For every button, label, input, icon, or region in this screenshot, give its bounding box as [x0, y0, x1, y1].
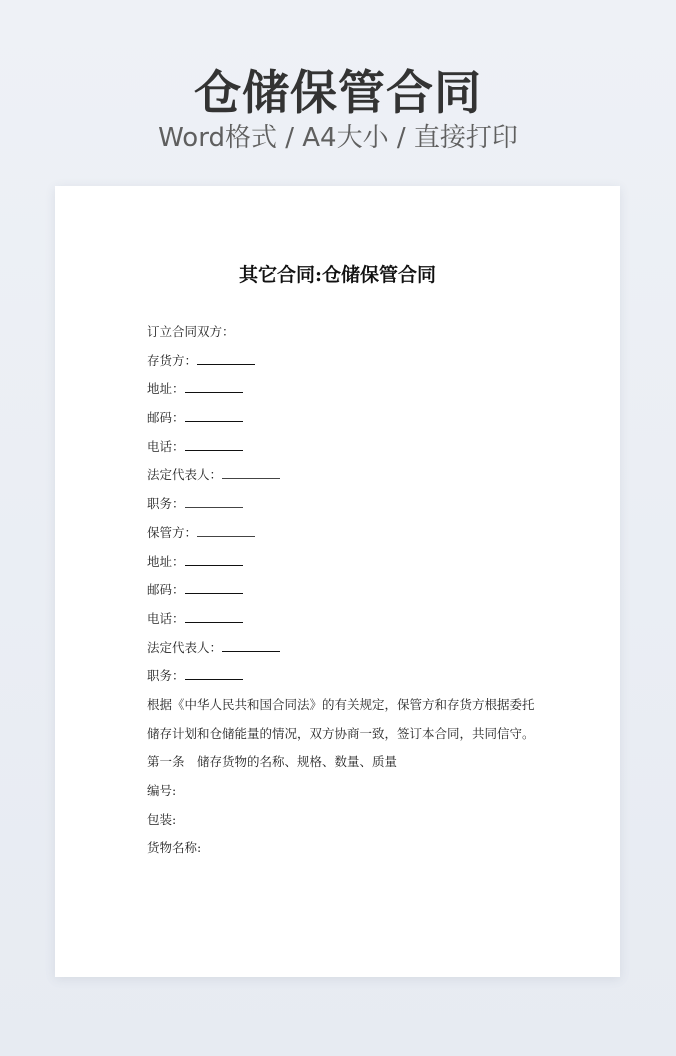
banner-title: 仓储保管合同: [194, 66, 482, 121]
custodian-address-blank: [185, 565, 243, 566]
depositor-name-blank: [197, 364, 255, 365]
depositor-phone-label: 电话：: [147, 438, 185, 454]
document-page: [55, 186, 620, 977]
article1-field-number: 编号:: [147, 783, 177, 799]
document-title: 其它合同:仓储保管合同: [238, 264, 436, 286]
intro-text: 订立合同双方：: [147, 324, 235, 339]
depositor-postcode-blank: [185, 421, 243, 422]
document-body: [147, 318, 539, 863]
custodian-position-line: [147, 662, 539, 691]
intro-line: [147, 318, 539, 347]
custodian-postcode-line: [147, 576, 539, 605]
custodian-name-blank: [197, 536, 255, 537]
depositor-phone-blank: [185, 450, 243, 451]
depositor-legal-rep-label: 法定代表人：: [147, 467, 223, 483]
depositor-name-line: [147, 347, 539, 376]
custodian-name-label: 保管方：: [147, 524, 198, 540]
banner-subtitle: Word格式 / A4大小 / 直接打印: [158, 123, 518, 153]
preamble-paragraph: 根据《中华人民共和国合同法》的有关规定，保管方和存货方根据委托储存计划和仓储能量的情况，双方协商一致，签订本合同，共同信守。: [147, 696, 535, 741]
depositor-address-blank: [185, 392, 243, 393]
custodian-postcode-blank: [185, 593, 243, 594]
custodian-position-blank: [185, 679, 243, 680]
depositor-address-line: [147, 375, 539, 404]
depositor-position-blank: [185, 507, 243, 508]
custodian-legal-rep-line: [147, 634, 539, 663]
custodian-position-label: 职务：: [147, 668, 185, 684]
custodian-address-label: 地址：: [147, 553, 185, 569]
article1-field-goods-name: 货物名称:: [147, 840, 202, 856]
custodian-phone-label: 电话：: [147, 610, 185, 626]
depositor-position-label: 职务：: [147, 496, 185, 512]
depositor-phone-line: [147, 433, 539, 462]
custodian-name-line: [147, 519, 539, 548]
custodian-legal-rep-label: 法定代表人：: [147, 639, 223, 655]
depositor-address-label: 地址：: [147, 381, 185, 397]
custodian-phone-line: [147, 605, 539, 634]
depositor-name-label: 存货方：: [147, 352, 198, 368]
depositor-postcode-label: 邮码：: [147, 410, 185, 426]
custodian-phone-blank: [185, 622, 243, 623]
custodian-legal-rep-blank: [222, 651, 280, 652]
article1-heading: 第一条 储存货物的名称、规格、数量、质量: [147, 754, 398, 770]
custodian-postcode-label: 邮码：: [147, 582, 185, 598]
depositor-postcode-line: [147, 404, 539, 433]
depositor-legal-rep-blank: [222, 478, 280, 479]
depositor-legal-rep-line: [147, 461, 539, 490]
depositor-position-line: [147, 490, 539, 519]
article1-field-packaging: 包装:: [147, 811, 177, 827]
custodian-address-line: [147, 548, 539, 577]
